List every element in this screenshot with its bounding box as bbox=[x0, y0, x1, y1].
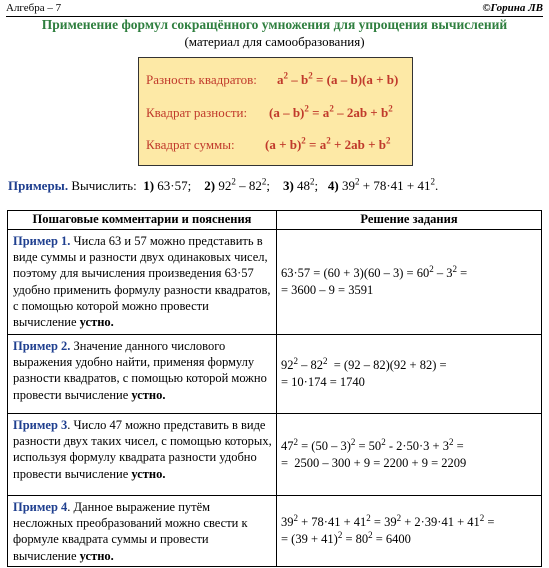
comment-text: . Данное выражение путём несложных преобразований можно свести к формуле квадрата суммы и провести вычисление bbox=[13, 500, 248, 563]
comment-text: . Число 47 можно представить в виде разности двух таких чисел, с помощью которых, используя формулу квадрата разности удобно провести вычисление bbox=[13, 418, 272, 481]
column-header-comments: Пошаговые комментарии и пояснения bbox=[8, 211, 277, 230]
solution-line: = 10·174 = 1740 bbox=[281, 375, 365, 389]
formula-expression: $a^2 - b^2 = (a - b)(a + b)$ bbox=[277, 70, 399, 87]
comment-end: устно. bbox=[131, 387, 166, 402]
formula-expression: $(a - b)^2 = a^2 - 2ab + b^2$ bbox=[269, 103, 393, 120]
example-heading: Пример 4 bbox=[13, 500, 68, 514]
comment-cell bbox=[8, 230, 277, 335]
formula-label: Квадрат разности: bbox=[146, 105, 248, 120]
formula-expression: $(a + b)^2 = a^2 + 2ab + b^2$ bbox=[265, 135, 391, 152]
solution-cell bbox=[277, 230, 542, 335]
solution-line: $47^2 = (50 - 3)^2 = 50^2 - 2\cdot 50\cdot 3 + 3^2$ = bbox=[281, 436, 464, 453]
solution-line: = 3600 – 9 = 3591 bbox=[281, 283, 374, 297]
comment-cell bbox=[8, 414, 277, 496]
page-subtitle: (материал для самообразования) bbox=[184, 34, 365, 49]
comment-cell bbox=[8, 335, 277, 414]
solution-cell bbox=[277, 335, 542, 414]
solution-line: = $(39 + 41)^2 = 80^2 = 6400$ bbox=[281, 529, 411, 546]
column-header-solution: Решение задания bbox=[277, 211, 542, 230]
comment-end: устно. bbox=[79, 548, 114, 563]
solution-line: = 2500 – 300 + 9 = 2200 + 9 = 2209 bbox=[281, 455, 467, 470]
table-row bbox=[8, 496, 542, 567]
examples-text: Вычислить: bbox=[71, 178, 137, 193]
formula-difference-of-squares bbox=[146, 70, 399, 88]
table-header-row bbox=[8, 211, 542, 230]
example-heading: Пример 2. bbox=[13, 339, 71, 353]
solutions-table bbox=[7, 210, 542, 567]
comment-text: Числа 63 и 57 можно представить в виде суммы и разности двух одинаковых чисел, поэтому для вычисления произведения 63·57 удобно применить формулу разности квадратов, с помощью которой можно провести вычисление bbox=[13, 234, 271, 330]
author-label: ©Горина ЛВ bbox=[482, 2, 543, 14]
subject-label: Алгебра – 7 bbox=[6, 2, 62, 14]
solution-cell bbox=[277, 496, 542, 567]
solution-line: $92^2 - 82^2 = (92 - 82)(92 + 82)$ = bbox=[281, 355, 447, 372]
examples-heading: Примеры. bbox=[8, 178, 69, 193]
page-title: Применение формул сокращённого умножения для упрощения вычислений bbox=[41, 17, 508, 32]
table-row bbox=[8, 230, 542, 335]
example-heading: Пример 3 bbox=[13, 418, 68, 432]
formula-label: Квадрат суммы: bbox=[146, 137, 235, 152]
solution-line: $63\cdot 57 = (60 + 3)(60 - 3) = 60^2 - 3^2$ = bbox=[281, 263, 468, 280]
solution-line: $39^2 + 78\cdot 41 + 41^2 = 39^2 + 2\cdot 39\cdot 41 + 41^2$ = bbox=[281, 512, 495, 529]
comment-cell bbox=[8, 496, 277, 567]
page-header bbox=[6, 2, 543, 17]
formula-label: Разность квадратов: bbox=[146, 72, 257, 87]
comment-end: устно. bbox=[131, 466, 166, 481]
examples-list: 1) 63·57; 2) $92^2 - 82^2$; 3) $48^2$; 4) $39^2 + 78\cdot 41 + 41^2$. bbox=[143, 176, 439, 193]
formula-square-of-difference bbox=[146, 103, 393, 121]
comment-text: Значение данного числового выражения удобно найти, применяя формулу разности квадратов, с помощью которой можно провести вычисление bbox=[13, 339, 267, 402]
table-row bbox=[8, 414, 542, 496]
examples-line bbox=[8, 178, 438, 194]
comment-end: устно. bbox=[79, 315, 114, 330]
formula-square-of-sum bbox=[146, 135, 391, 153]
example-heading: Пример 1. bbox=[13, 234, 71, 248]
table-row bbox=[8, 335, 542, 414]
formula-box bbox=[138, 57, 413, 166]
solution-cell bbox=[277, 414, 542, 496]
